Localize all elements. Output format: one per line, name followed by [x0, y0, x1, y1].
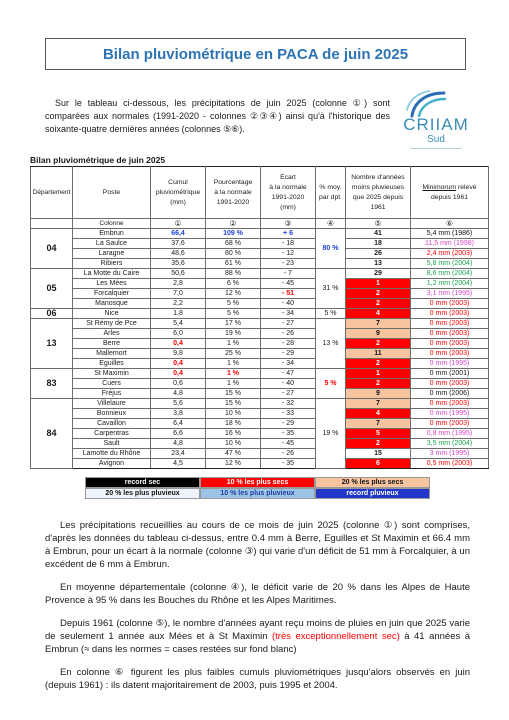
station-name: Avignon	[73, 459, 151, 469]
logo-region: Sud	[427, 134, 445, 145]
years-fewer-value: 2	[346, 359, 411, 369]
header-percent: Pourcentage à la normale 1991-2020	[206, 167, 261, 219]
station-name: Laragne	[73, 249, 151, 259]
station-name: Eguilles	[73, 359, 151, 369]
percent-value: 1 %	[206, 379, 261, 389]
column-number-2: ②	[206, 219, 261, 229]
ecart-value: - 34	[261, 309, 316, 319]
percent-value: 88 %	[206, 269, 261, 279]
ecart-value: - 51	[261, 289, 316, 299]
header-pct-moy: % moy. par dpt.	[316, 167, 346, 219]
legend-item: record pluvieux	[315, 488, 430, 499]
department-average: 31 %	[316, 269, 346, 309]
table-row	[31, 399, 489, 409]
page-title: Bilan pluviométrique en PACA de juin 2025	[102, 45, 409, 63]
criiam-logo	[398, 88, 474, 154]
table-row	[31, 289, 489, 299]
cumul-value: 7,0	[151, 289, 206, 299]
header-minimorum	[411, 167, 489, 219]
percent-value: 5 %	[206, 309, 261, 319]
percent-value: 15 %	[206, 389, 261, 399]
station-name: Ribiers	[73, 259, 151, 269]
minimum-value: 11,5 mm (1998)	[411, 239, 489, 249]
station-name: Cavaillon	[73, 419, 151, 429]
years-fewer-value: 7	[346, 419, 411, 429]
station-name: Nice	[73, 309, 151, 319]
ecart-value: - 23	[261, 259, 316, 269]
minimum-value: 0 mm (2003)	[411, 379, 489, 389]
ecart-value: + 6	[261, 229, 316, 239]
station-name: Lamotte du Rhône	[73, 449, 151, 459]
table-row	[31, 239, 489, 249]
table-row	[31, 359, 489, 369]
header-minimorum-word: Minimorum	[422, 183, 457, 191]
minimum-value: 0 mm (2003)	[411, 399, 489, 409]
header-ecart: Ecart à la normale 1991-2020 (mm)	[261, 167, 316, 219]
ecart-value: - 35	[261, 429, 316, 439]
legend-item: record sec	[85, 477, 200, 488]
minimum-value: 0 mm (2003)	[411, 339, 489, 349]
percent-value: 61 %	[206, 259, 261, 269]
table-row	[31, 259, 489, 269]
department-average: 5 %	[316, 309, 346, 319]
commentary-highlight: (très exceptionnellement sec)	[272, 631, 400, 642]
cumul-value: 5,4	[151, 319, 206, 329]
ecart-value: - 47	[261, 369, 316, 379]
table-row	[31, 369, 489, 379]
table-body	[31, 229, 489, 469]
minimum-value: 0,5 mm (2003)	[411, 459, 489, 469]
ecart-value: - 29	[261, 419, 316, 429]
commentary-paragraph-4: En colonne ⑥ figurent les plus faibles cumuls pluviométriques jusqu'alors observés en juin (depuis 1961) : ils datent majoritairement de 2003, puis 1995 et 2004.	[45, 667, 470, 691]
column-number-5: ⑤	[346, 219, 411, 229]
years-fewer-value: 15	[346, 449, 411, 459]
minimum-value: 5,8 mm (2004)	[411, 259, 489, 269]
minimum-value: 1,2 mm (2004)	[411, 279, 489, 289]
table-row	[31, 349, 489, 359]
years-fewer-value: 2	[346, 339, 411, 349]
years-fewer-value: 2	[346, 299, 411, 309]
table-row	[31, 299, 489, 309]
station-name: Cuers	[73, 379, 151, 389]
percent-value: 68 %	[206, 239, 261, 249]
ecart-value: - 28	[261, 339, 316, 349]
header-minimorum-rest: relevé depuis 1961	[430, 183, 477, 201]
ecart-value: - 18	[261, 239, 316, 249]
percent-value: 80 %	[206, 249, 261, 259]
ecart-value: - 27	[261, 319, 316, 329]
legend-item: 10 % les plus secs	[200, 477, 315, 488]
percent-value: 1 %	[206, 369, 261, 379]
years-fewer-value: 4	[346, 409, 411, 419]
rainfall-table	[30, 166, 489, 469]
table-row	[31, 279, 489, 289]
commentary-text: Depuis 1961 (colonne ⑤), le nombre d'années ayant reçu moins de pluies en juin que 2025 varie de seulement 1 année aux Mées et à St Maximin	[45, 618, 470, 642]
department-average: 5 %	[316, 369, 346, 399]
station-name: Embrun	[73, 229, 151, 239]
station-name: Bonnieux	[73, 409, 151, 419]
station-name: Arles	[73, 329, 151, 339]
table-row	[31, 409, 489, 419]
department-code: 06	[31, 309, 73, 319]
years-fewer-value: 13	[346, 259, 411, 269]
header-years-fewer: Nombre d'années moins pluvieuses que 2025 depuis 1961	[346, 167, 411, 219]
percent-value: 12 %	[206, 459, 261, 469]
table-row	[31, 429, 489, 439]
ecart-value: - 27	[261, 389, 316, 399]
legend-item: 10 % les plus pluvieux	[200, 488, 315, 499]
cumul-value: 3,8	[151, 409, 206, 419]
swoosh-icon	[398, 88, 474, 118]
ecart-value: - 45	[261, 279, 316, 289]
percent-value: 25 %	[206, 349, 261, 359]
cumul-value: 9,8	[151, 349, 206, 359]
percent-value: 47 %	[206, 449, 261, 459]
station-name: La Motte du Caire	[73, 269, 151, 279]
percent-value: 6 %	[206, 279, 261, 289]
intro-paragraph: Sur le tableau ci-dessous, les précipitations de juin 2025 (colonne ①) sont comparées aux normales (1991-2020 - colonnes ②③④) ainsi qu'à l'historique des soixante-quatre dernières années (colonnes ⑤⑥).	[45, 98, 390, 134]
cumul-value: 6,6	[151, 429, 206, 439]
ecart-value: - 29	[261, 349, 316, 359]
cumul-value: 35,6	[151, 259, 206, 269]
years-fewer-value: 1	[346, 369, 411, 379]
cumul-value: 6,4	[151, 419, 206, 429]
ecart-value: - 33	[261, 409, 316, 419]
logo-name: CRIIAM	[403, 115, 469, 134]
percent-value: 17 %	[206, 319, 261, 329]
cumul-value: 2,2	[151, 299, 206, 309]
cumul-value: 0,4	[151, 369, 206, 379]
years-fewer-value: 4	[346, 309, 411, 319]
station-name: Carpentras	[73, 429, 151, 439]
ecart-value: - 40	[261, 299, 316, 309]
legend-item: 20 % les plus secs	[315, 477, 430, 488]
percent-value: 109 %	[206, 229, 261, 239]
cumul-value: 6,0	[151, 329, 206, 339]
station-name: St Rémy de Pce	[73, 319, 151, 329]
minimum-value: 0 mm (1995)	[411, 409, 489, 419]
years-fewer-value: 7	[346, 319, 411, 329]
minimum-value: 3,5 mm (2004)	[411, 439, 489, 449]
legend-item: 20 % les plus pluvieux	[85, 488, 200, 499]
commentary-paragraph-1: Les précipitations recueillies au cours de ce mois de juin 2025 (colonne ①) sont comprises, d'après les données du tableau ci-dessus, entre 0.4 mm à Berre, Eguilles et St Maximin et 66.4 mm à Embrun, pour un écart à la normale (colonne ③) qui varie d'un déficit de 51 mm à Forcalquier, à un excédent de 6 mm à Embrun.	[45, 520, 470, 570]
minimum-value: 0 mm (2003)	[411, 419, 489, 429]
cumul-value: 2,8	[151, 279, 206, 289]
years-fewer-value: 5	[346, 429, 411, 439]
table-row	[31, 389, 489, 399]
logo-tagline-rule	[410, 148, 462, 149]
cumul-value: 4,8	[151, 389, 206, 399]
department-average: 19 %	[316, 399, 346, 469]
years-fewer-value: 18	[346, 239, 411, 249]
minimum-value: 0 mm (2003)	[411, 299, 489, 309]
department-code: 83	[31, 369, 73, 399]
years-fewer-value: 7	[346, 399, 411, 409]
station-name: Sault	[73, 439, 151, 449]
table-row	[31, 459, 489, 469]
station-name: Mallemort	[73, 349, 151, 359]
minimum-value: 0 mm (2003)	[411, 319, 489, 329]
minimum-value: 0 mm (2001)	[411, 369, 489, 379]
minimum-value: 3 mm (1995)	[411, 449, 489, 459]
ecart-value: - 26	[261, 449, 316, 459]
department-average: 80 %	[316, 229, 346, 269]
minimum-value: 8,6 mm (2004)	[411, 269, 489, 279]
years-fewer-value: 11	[346, 349, 411, 359]
table-row	[31, 339, 489, 349]
ecart-value: - 40	[261, 379, 316, 389]
ecart-value: - 7	[261, 269, 316, 279]
commentary	[45, 519, 470, 702]
cumul-value: 5,6	[151, 399, 206, 409]
commentary-paragraph-2: En moyenne départementale (colonne ④), le déficit varie de 20 % dans les Alpes de Haute Provence à 95 % dans les Bouches du Rhône et les Alpes Maritimes.	[45, 582, 470, 606]
cumul-value: 1,8	[151, 309, 206, 319]
commentary-text: à 41 années à Embrun (≈ dans les normes = cases restées sur fond blanc)	[45, 631, 471, 655]
table-row	[31, 449, 489, 459]
years-fewer-value: 9	[346, 389, 411, 399]
title-box	[45, 38, 466, 70]
percent-value: 10 %	[206, 409, 261, 419]
station-name: Manosque	[73, 299, 151, 309]
years-fewer-value: 9	[346, 329, 411, 339]
cumul-value: 66,4	[151, 229, 206, 239]
minimum-value: 0 mm (2003)	[411, 349, 489, 359]
years-fewer-value: 1	[346, 279, 411, 289]
color-legend	[85, 477, 430, 499]
table-row	[31, 269, 489, 279]
cumul-value: 4,5	[151, 459, 206, 469]
table-row	[31, 309, 489, 319]
header-cumul: Cumul pluviométrique (mm)	[151, 167, 206, 219]
department-code: 84	[31, 399, 73, 469]
department-average: 13 %	[316, 319, 346, 369]
ecart-value: - 35	[261, 459, 316, 469]
ecart-value: - 45	[261, 439, 316, 449]
table-row	[31, 379, 489, 389]
station-name: Berre	[73, 339, 151, 349]
years-fewer-value: 26	[346, 249, 411, 259]
header-station: Poste	[73, 167, 151, 219]
station-name: Forcalquier	[73, 289, 151, 299]
cumul-value: 50,6	[151, 269, 206, 279]
cumul-value: 0,4	[151, 359, 206, 369]
years-fewer-value: 2	[346, 439, 411, 449]
years-fewer-value: 6	[346, 459, 411, 469]
years-fewer-value: 41	[346, 229, 411, 239]
header-department: Département	[31, 167, 73, 219]
cumul-value: 48,6	[151, 249, 206, 259]
minimum-value: 0 mm (2003)	[411, 329, 489, 339]
cumul-value: 37,6	[151, 239, 206, 249]
column-number-6: ⑥	[411, 219, 489, 229]
ecart-value: - 26	[261, 329, 316, 339]
percent-value: 15 %	[206, 399, 261, 409]
percent-value: 1 %	[206, 339, 261, 349]
table-row	[31, 249, 489, 259]
column-number-3: ③	[261, 219, 316, 229]
minimum-value: 0 mm (1995)	[411, 359, 489, 369]
station-name: Les Mées	[73, 279, 151, 289]
column-number-row	[31, 219, 489, 229]
years-fewer-value: 2	[346, 289, 411, 299]
department-code: 04	[31, 229, 73, 269]
minimum-value: 0,8 mm (1995)	[411, 429, 489, 439]
table-row	[31, 439, 489, 449]
station-name: St Maximin	[73, 369, 151, 379]
department-code: 13	[31, 319, 73, 369]
station-name: Fréjus	[73, 389, 151, 399]
column-number-1: ①	[151, 219, 206, 229]
table-row	[31, 329, 489, 339]
percent-value: 5 %	[206, 299, 261, 309]
table-row	[31, 319, 489, 329]
percent-value: 1 %	[206, 359, 261, 369]
minimum-value: 3,1 mm (1995)	[411, 289, 489, 299]
column-number-4: ④	[316, 219, 346, 229]
station-name: La Saulce	[73, 239, 151, 249]
cumul-value: 4,8	[151, 439, 206, 449]
ecart-value: - 12	[261, 249, 316, 259]
percent-value: 18 %	[206, 419, 261, 429]
cumul-value: 0,4	[151, 339, 206, 349]
percent-value: 16 %	[206, 429, 261, 439]
column-number-blank	[31, 219, 73, 229]
minimum-value: 2,4 mm (2003)	[411, 249, 489, 259]
minimum-value: 5,4 mm (1986)	[411, 229, 489, 239]
commentary-paragraph-3	[45, 617, 470, 656]
percent-value: 10 %	[206, 439, 261, 449]
table-row	[31, 229, 489, 239]
minimum-value: 0 mm (2006)	[411, 389, 489, 399]
table-header-row	[31, 167, 489, 219]
years-fewer-value: 2	[346, 379, 411, 389]
ecart-value: - 32	[261, 399, 316, 409]
station-name: Villelaure	[73, 399, 151, 409]
table-caption: Bilan pluviométrique de juin 2025	[30, 155, 166, 165]
column-label: Colonne	[73, 219, 151, 229]
percent-value: 12 %	[206, 289, 261, 299]
table-row	[31, 419, 489, 429]
cumul-value: 0,6	[151, 379, 206, 389]
cumul-value: 23,4	[151, 449, 206, 459]
years-fewer-value: 29	[346, 269, 411, 279]
percent-value: 19 %	[206, 329, 261, 339]
department-code: 05	[31, 269, 73, 309]
minimum-value: 0 mm (2003)	[411, 309, 489, 319]
ecart-value: - 34	[261, 359, 316, 369]
